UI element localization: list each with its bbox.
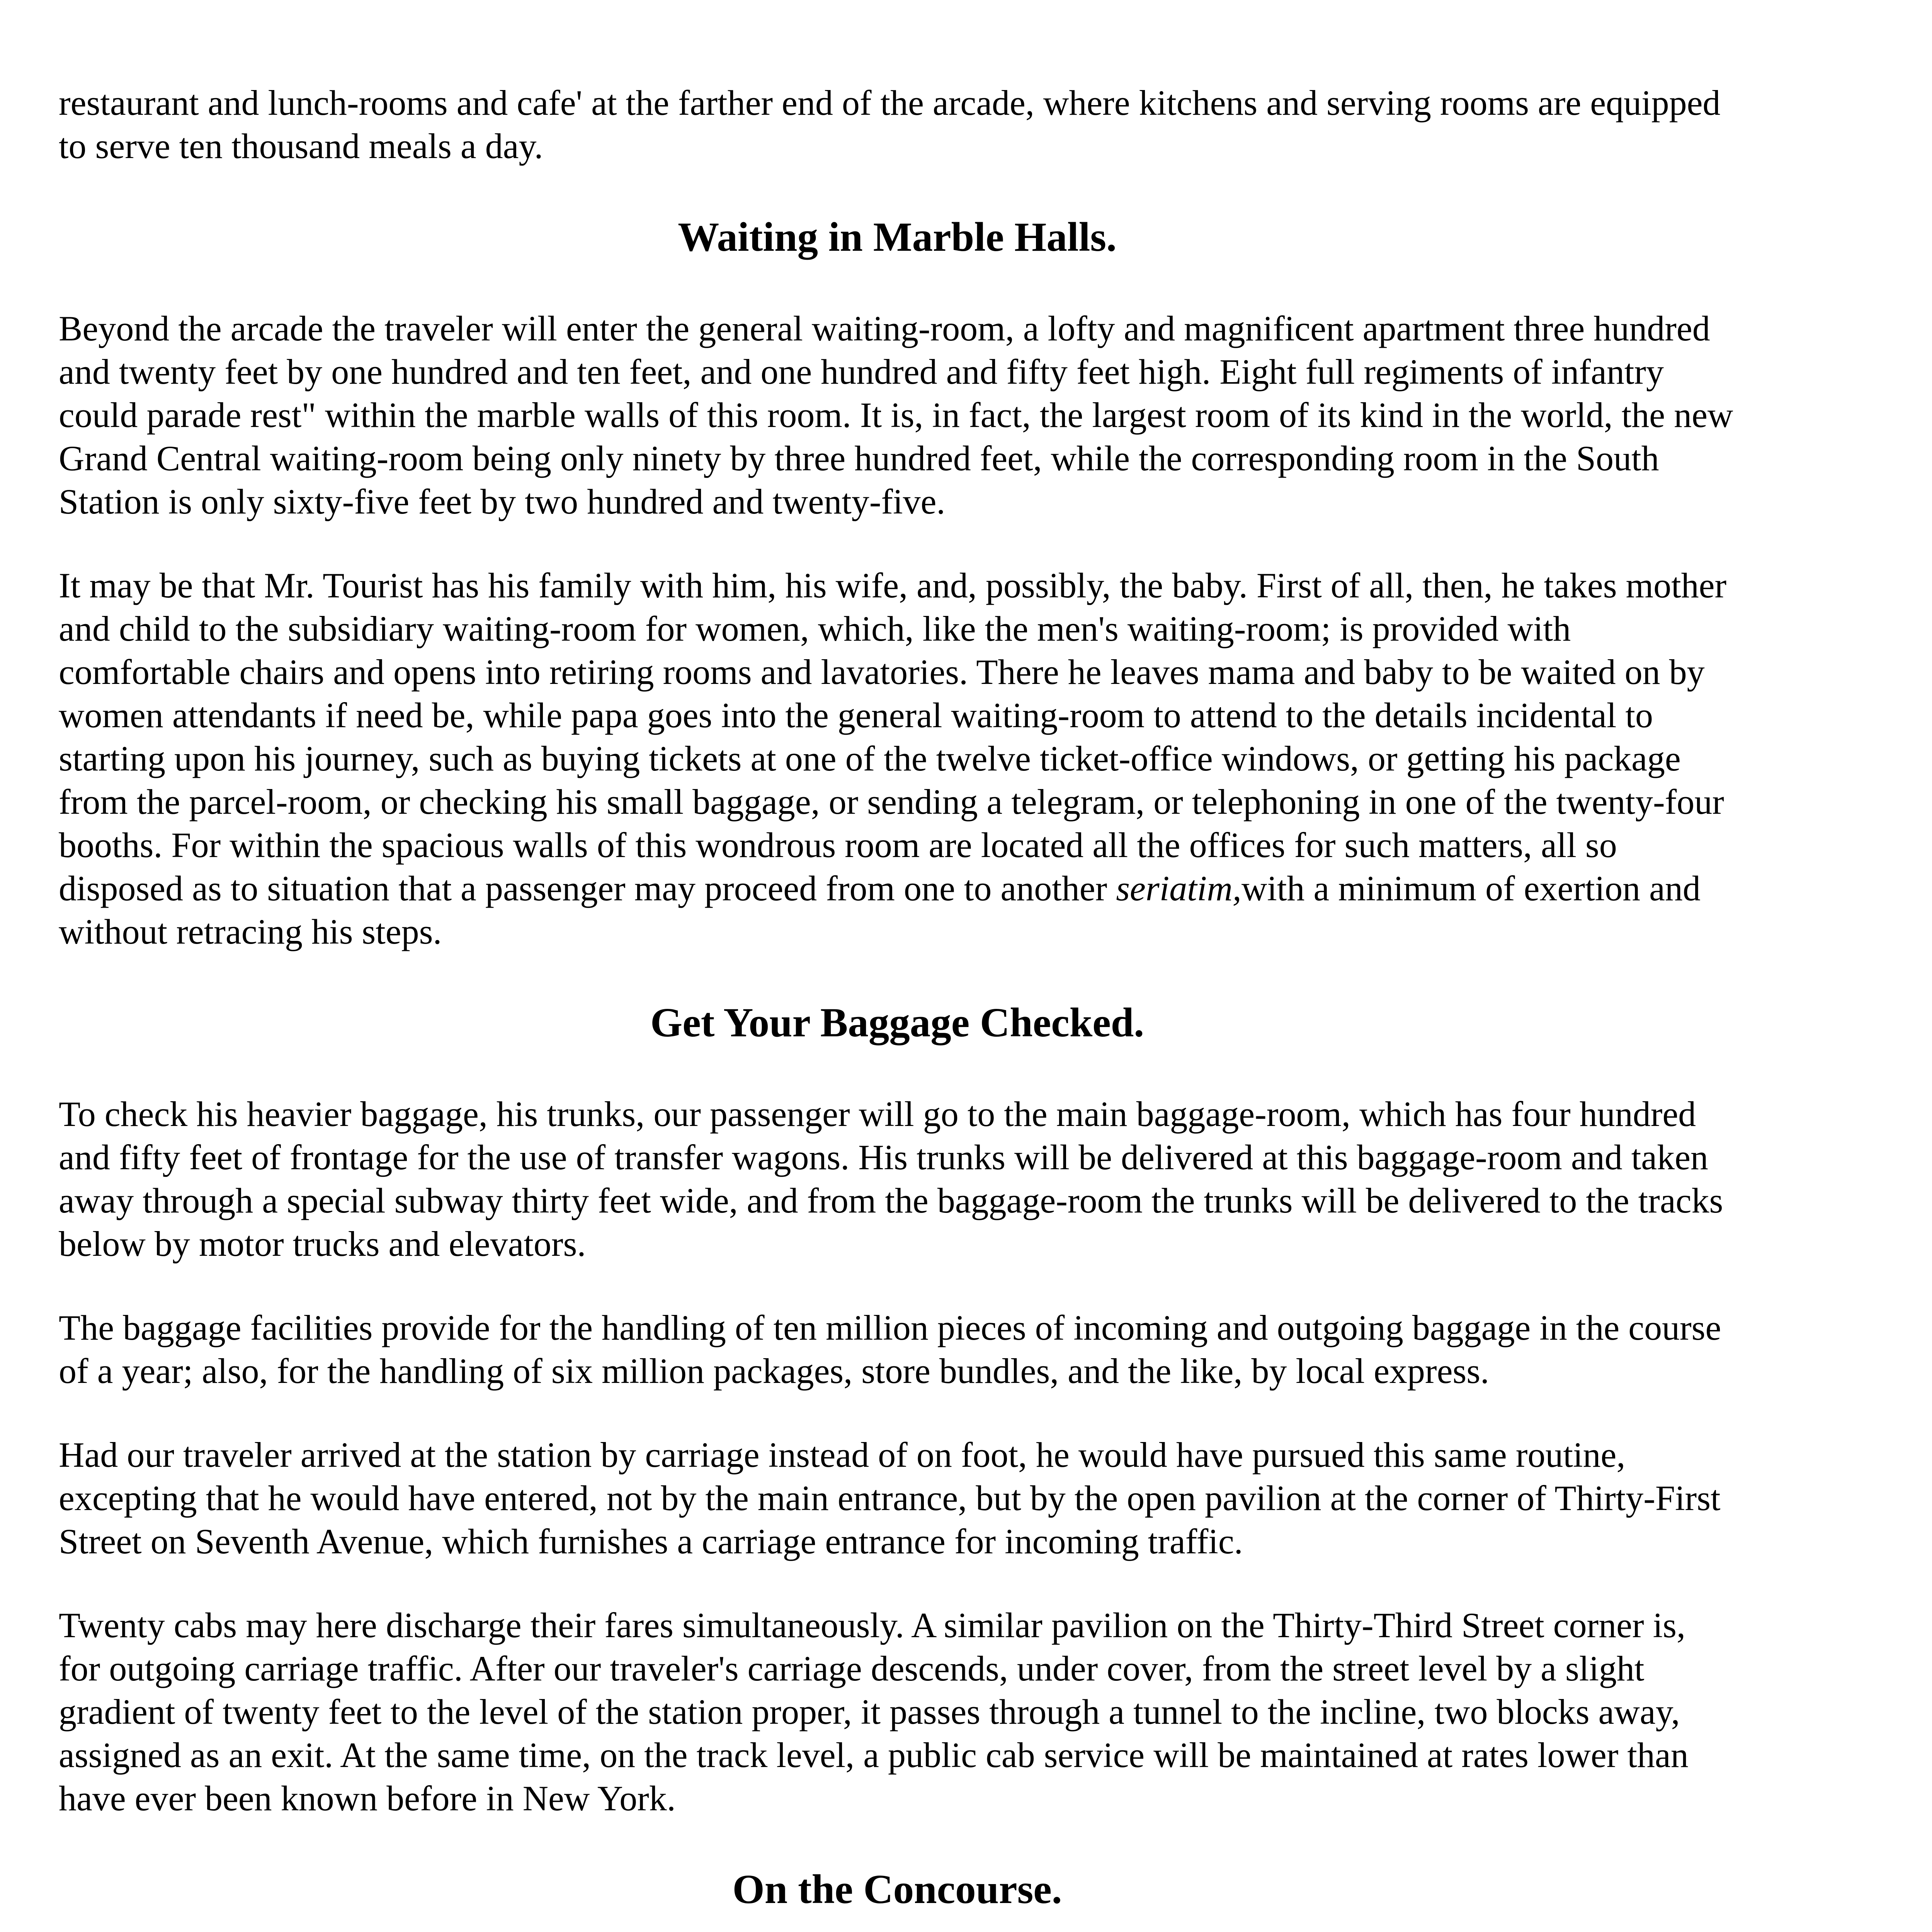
paragraph: [59, 564, 1736, 953]
document-body: [59, 81, 1736, 1932]
section-heading: On the Concourse.: [732, 1867, 1062, 1912]
paragraph: Twenty cabs may here discharge their fares simultaneously. A similar pavilion on the Thirty-Third Street corner is, for outgoing carriage traffic. After our traveler's carriage descends, under cover, from the street level by a slight gradient of twenty feet to the level of the station proper, it passes through a tunnel to the incline, two blocks away, assigned as an exit. At the same time, on the track level, a public cab service will be maintained at rates lower than have ever been known before in New York.: [59, 1605, 1689, 1818]
italic-term: seriatim,: [1116, 869, 1242, 908]
paragraph-text: It may be that Mr. Tourist has his family with him, his wife, and, possibly, the baby. First of all, then, he takes mother and child to the subsidiary waiting-room for women, which, like the men's waiting-room; is provided with comfortable chairs and opens into retiring rooms and lavatories. There he leaves mama and baby to be waited on by women attendants if need be, while papa goes into the general waiting-room to attend to the details incidental to starting upon his journey, such as buying tickets at one of the twelve ticket-office windows, or getting his package from the parcel-room, or checking his small baggage, or sending a telegram, or telephoning in one of the twenty-four booths. For within the spacious walls of this wondrous room are located all the offices for such matters, all so disposed as to situation that a passenger may proceed from one to another: [59, 566, 1727, 908]
paragraph: Beyond the arcade the traveler will enter the general waiting-room, a lofty and magnificent apartment three hundred and twenty feet by one hundred and ten feet, and one hundred and fifty feet high. Eight full regiments of infantry could parade rest" within the marble walls of this room. It is, in fact, the largest room of its kind in the world, the new Grand Central waiting-room being only ninety by three hundred feet, while the corresponding room in the South Station is only sixty-five feet by two hundred and twenty-five.: [59, 309, 1733, 521]
paragraph: restaurant and lunch-rooms and cafe' at the farther end of the arcade, where kitchens and serving rooms are equipped to serve ten thousand meals a day.: [59, 83, 1721, 166]
paragraph: To check his heavier baggage, his trunks, our passenger will go to the main baggage-room, which has four hundred and fifty feet of frontage for the use of transfer wagons. His trunks will be delivered at this baggage-room and taken away through a special subway thirty feet wide, and from the baggage-room the trunks will be delivered to the tracks below by motor trucks and elevators.: [59, 1094, 1723, 1264]
section-heading: Get Your Baggage Checked.: [650, 1000, 1144, 1046]
section-heading: Waiting in Marble Halls.: [678, 214, 1117, 260]
paragraph: Had our traveler arrived at the station by carriage instead of on foot, he would have pursued this same routine, excepting that he would have entered, not by the main entrance, but by the open pavilion at the corner of Thirty-First Street on Seventh Avenue, which furnishes a carriage entrance for incoming traffic.: [59, 1435, 1721, 1561]
paragraph-text: with a minimum of exertion and without retracing his steps.: [59, 869, 1701, 951]
paragraph: The baggage facilities provide for the handling of ten million pieces of incoming and outgoing baggage in the course of a year; also, for the handling of six million packages, store bundles, and the like, by local express.: [59, 1308, 1721, 1391]
